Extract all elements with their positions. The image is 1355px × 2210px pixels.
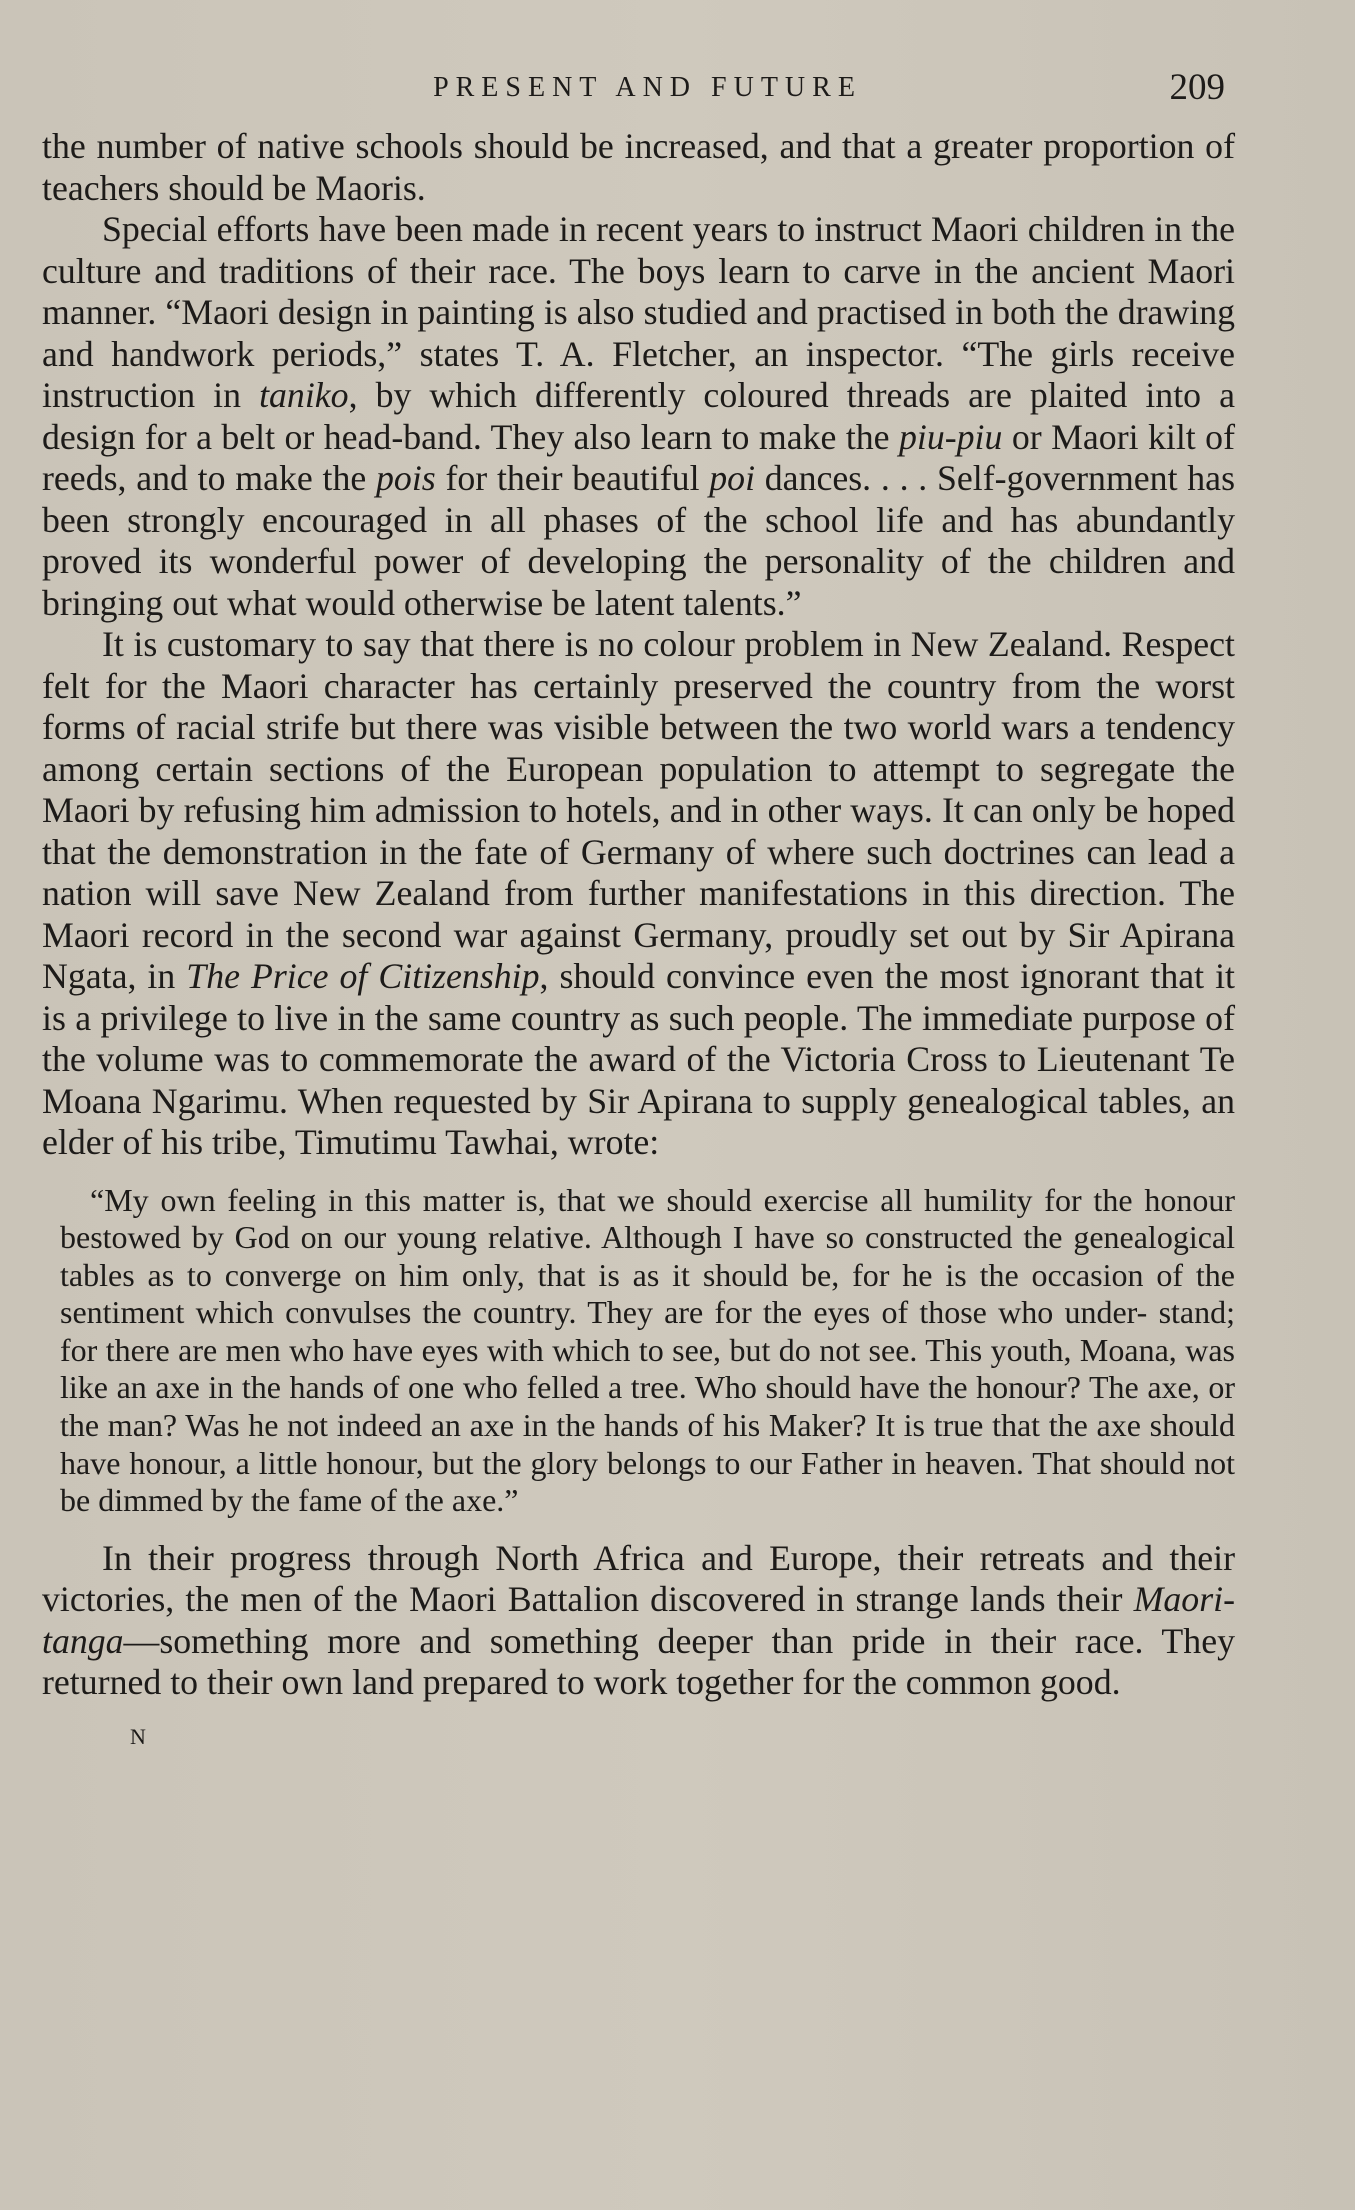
paragraph-2-italic-pois: pois — [376, 458, 436, 498]
paragraph-2-text-i: dances. . . . Self-government has been strongly encouraged in all phases of the school life and has abundantly proved its wonderful power of developing the personality of the children and bringing out what would otherwise be latent talents.” — [42, 458, 1235, 623]
running-head — [42, 60, 1235, 108]
paragraph-2-italic-taniko: taniko — [259, 375, 349, 415]
paragraph-3-text-c: , should convince even the most ignorant that it is a privilege to live in the same country as such people. The immediate purpose of the volume was to commemorate the award of the Victoria Cross to Lieutenant Te Moana Ngarimu. When requested by Sir Apirana to supply genealogical tables, an elder of his tribe, Timutimu Tawhai, wrote: — [42, 956, 1235, 1162]
paragraph-4-italic-maori-tanga: Maori-tanga — [42, 1579, 1235, 1661]
paragraph-4 — [42, 1538, 1235, 1704]
paragraph-1: the number of native schools should be increased, and that a greater proportion of teachers should be Maoris. — [42, 126, 1235, 208]
block-quote-text: “My own feeling in this matter is, that we should exercise all humility for the honour bestowed by God on our young relative. Although I have so constructed the genealogical tables as to converge on him only, that is as it should be, for he is the occasion of the sentiment which convulses the country. They are for the eyes of those who under- stand; for there are men who have eyes with which to see, but do not see. This youth, Moana, was like an axe in the hands of one who felled a tree. Who should have the honour? The axe, or the man? Was he not indeed an axe in the hands of his Maker? It is true that the axe should have honour, a little honour, but the glory belongs to our Father in heaven. That should not be dimmed by the fame of the axe.” — [60, 1181, 1235, 1519]
paragraph-3-italic-book-title: The Price of Citizenship — [186, 956, 540, 996]
paragraph-2-italic-poi: poi — [709, 458, 756, 498]
paragraph-3-text-a: It is customary to say that there is no colour problem in New Zealand. Respect felt for the Maori character has certainly preserved the country from the worst forms of racial strife but there was visible between the two world wars a tendency among certain sections of the European population to attempt to segregate the Maori by refusing him admission to hotels, and in other ways. It can only be hoped that the demonstration in the fate of Germany of where such doctrines can lead a nation will save New Zealand from further manifestations in this direction. The Maori record in the second war against Germany, proudly set out by Sir Apirana Ngata, in — [42, 624, 1235, 996]
paragraph-2-text-g: for their beautiful — [435, 458, 710, 498]
block-quote — [60, 1182, 1235, 1520]
printer-signature: N — [130, 1723, 147, 1749]
paragraph-4-text-c: —something more and something deeper than pride in their race. They returned to their own land prepared to work together for the common good. — [42, 1620, 1235, 1703]
paragraph-3 — [42, 624, 1235, 1164]
paragraph-2-italic-piu-piu: piu-piu — [899, 416, 1003, 457]
page-number: 209 — [1169, 67, 1225, 108]
body-text — [42, 126, 1235, 1704]
paragraph-2 — [42, 209, 1235, 624]
running-title: PRESENT AND FUTURE — [433, 72, 862, 103]
paragraph-2-text-a: Special efforts have been made in recent years to instruct Maori children in the culture and traditions of their race. The boys learn to carve in the ancient Maori manner. “Maori design in painting is also studied and practised in both the drawing and handwork periods,” states T. A. Fletcher, an inspector. “The girls receive instruction in — [42, 209, 1235, 415]
paragraph-2-text-c: , by which differently coloured threads are plaited into a design for a belt or head-band. They also learn to make the — [42, 375, 1235, 457]
paragraph-2-text-e: or Maori kilt of reeds, and to make the — [42, 416, 1235, 498]
paragraph-4-text-a: In their progress through North Africa and Europe, their retreats and their victories, the men of the Maori Battalion discovered in strange lands their — [42, 1537, 1235, 1620]
